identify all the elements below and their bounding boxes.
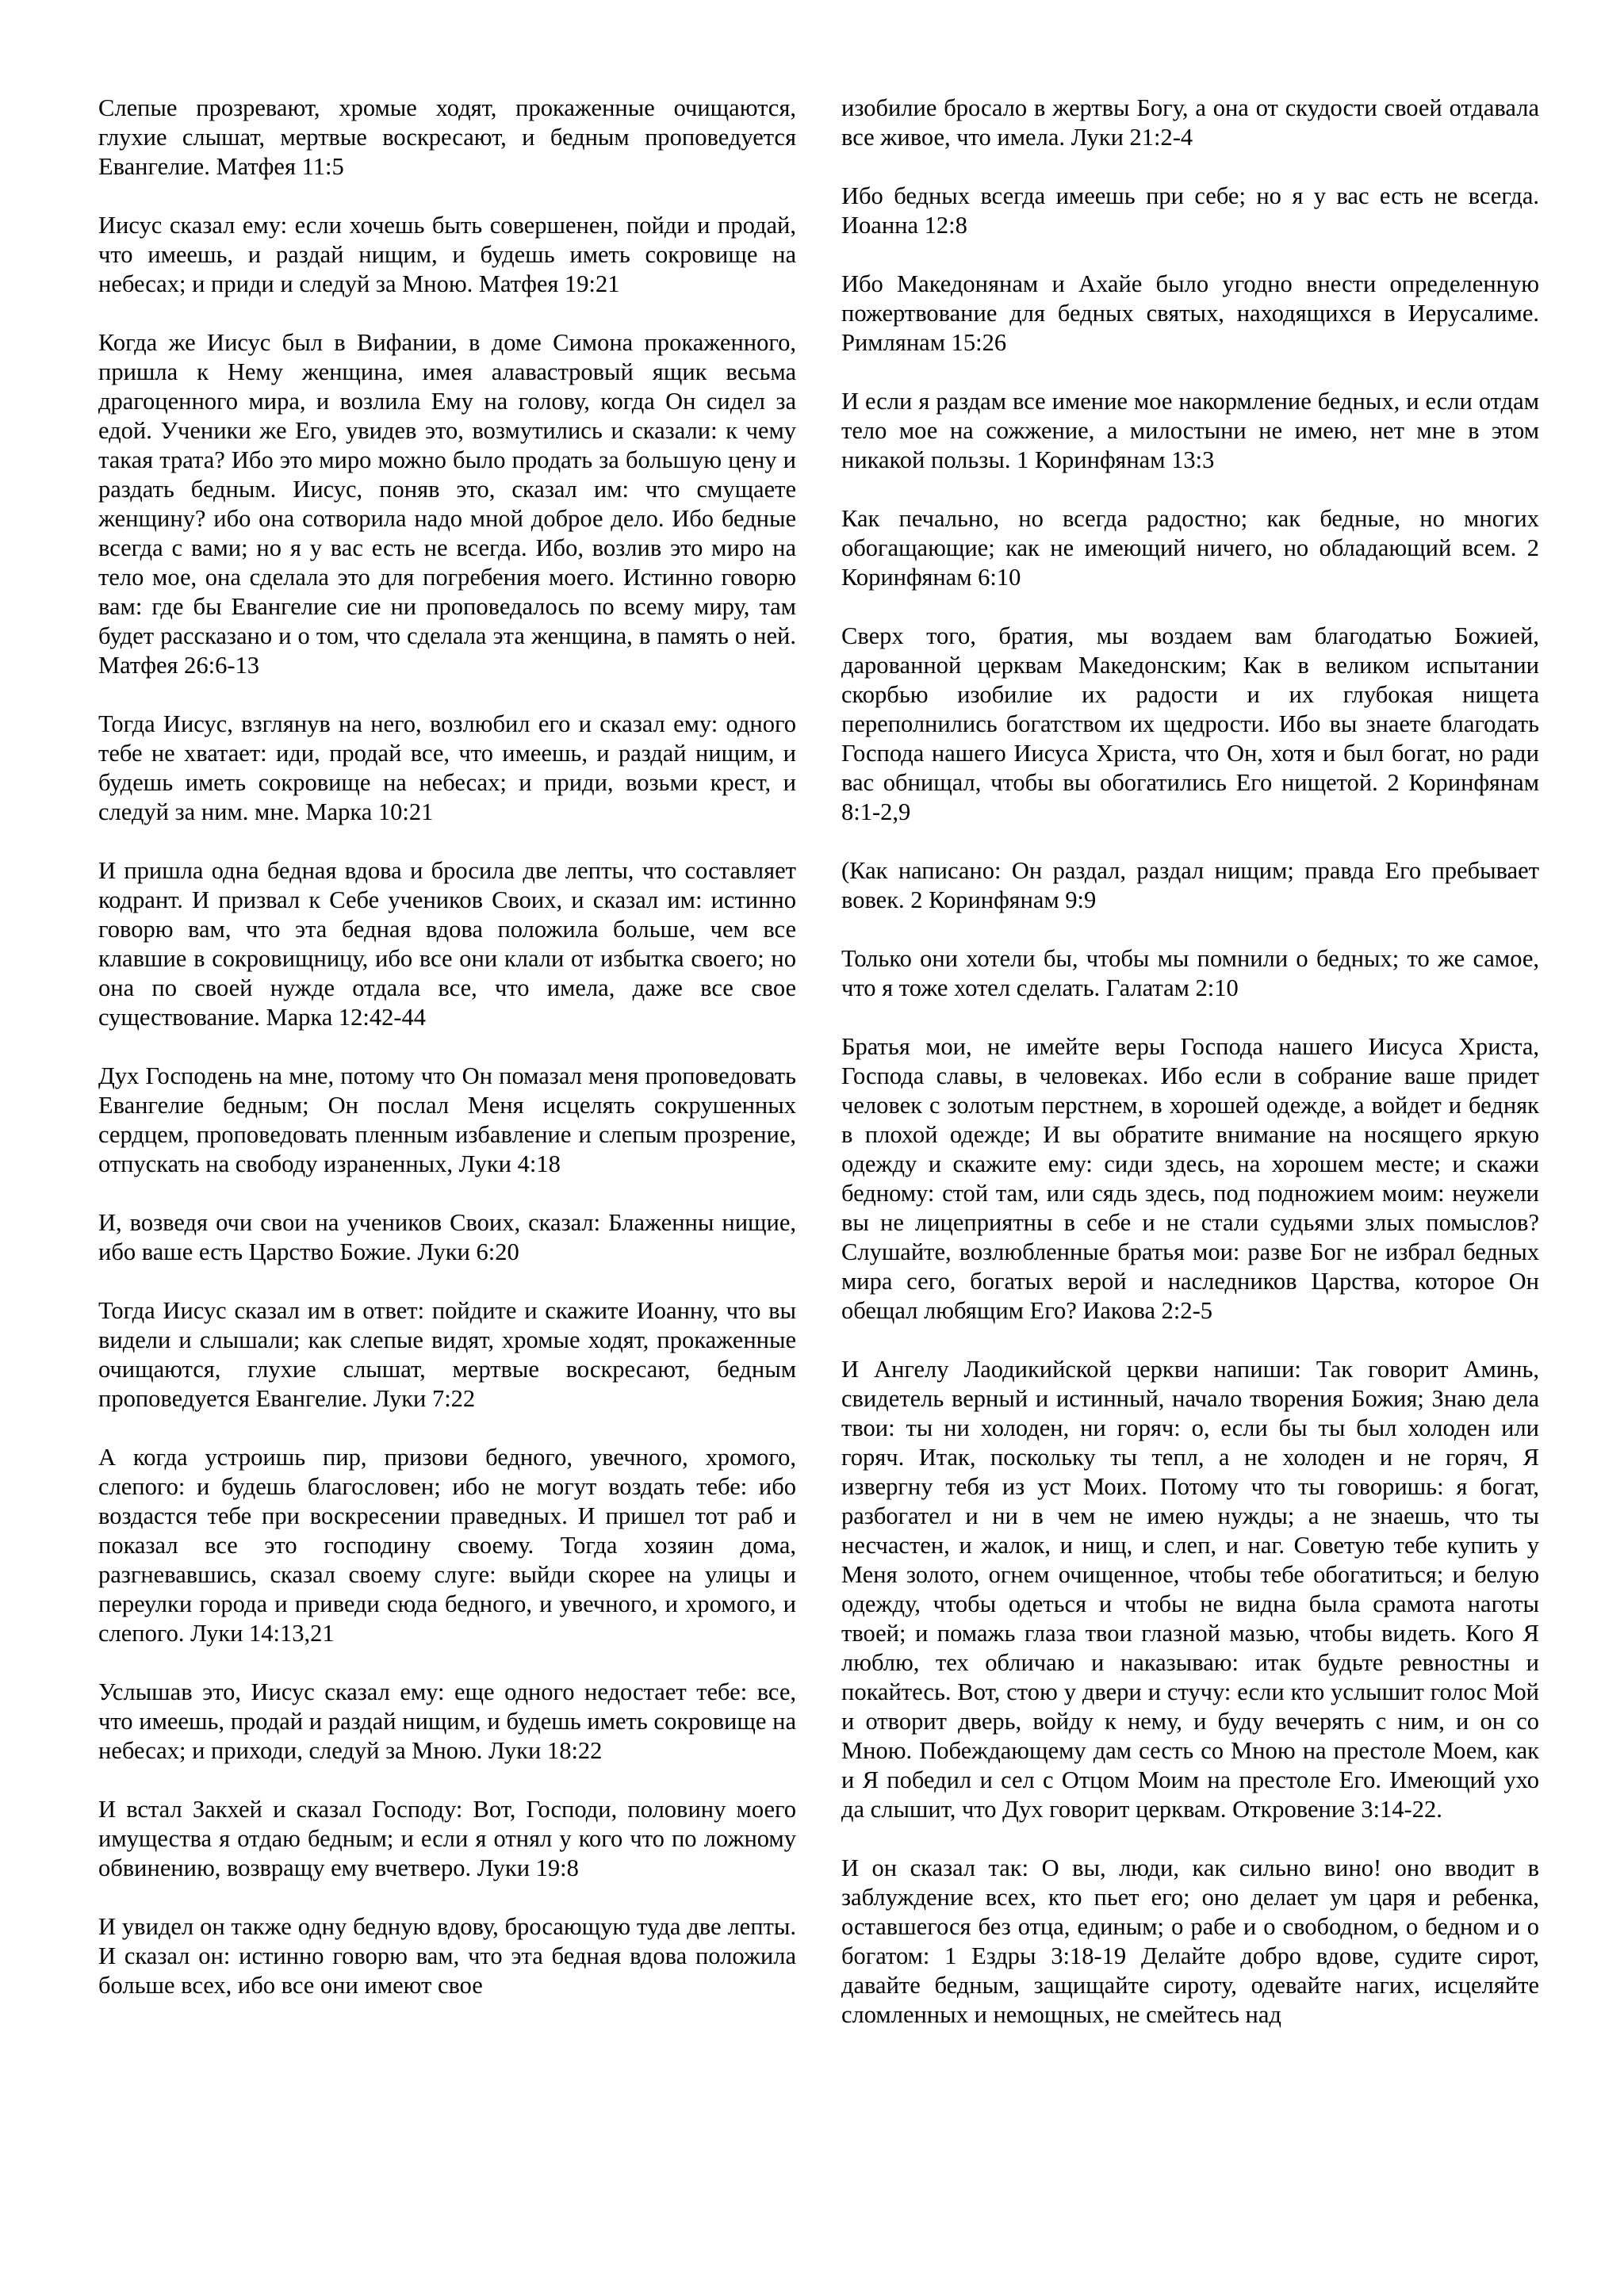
paragraph: И если я раздам все имение мое накормление бедных, и если отдам тело мое на сожжение, а милостыни не имею, нет мне в этом никакой пользы. 1 Коринфянам 13:3: [841, 388, 1539, 473]
paragraph: Тогда Иисус, взглянув на него, возлюбил его и сказал ему: одного тебе не хватает: иди, продай все, что имеешь, и раздай нищим, и будешь иметь сокровище на небесах; и приди, возьми крест, и следуй за ним. мне. Марка 10:21: [98, 710, 796, 825]
paragraph: И встал Закхей и сказал Господу: Вот, Господи, половину моего имущества я отдаю бедным; и если я отнял у кого что по ложному обвинению, возвращу ему вчетверо. Луки 19:8: [98, 1796, 796, 1881]
paragraph: И Ангелу Лаодикийской церкви напиши: Так говорит Аминь, свидетель верный и истинный, начало творения Божия; Знаю дела твои: ты ни холоден, ни горяч: о, если бы ты был холоден или горяч. Итак, поскольку ты тепл, а не холоден и не горяч, Я извергну тебя из уст Моих. Потому что ты говоришь: я богат, разбогател и ни в чем не имею нужды; а не знаешь, что ты несчастен, и жалок, и нищ, и слеп, и наг. Советую тебе купить у Меня золото, огнем очищенное, чтобы тебе обогатиться; и белую одежду, чтобы одеться и чтобы не видна была срамота наготы твоей; и помажь глаза твои глазной мазью, чтобы видеть. Кого Я люблю, тех обличаю и наказываю: итак будьте ревностны и покайтесь. Вот, стою у двери и стучу: если кто услышит голос Мой и отворит дверь, войду к нему, и буду вечерять с ним, и он со Мною. Побеждающему дам сесть со Мною на престоле Моем, как и Я победил и сел с Отцом Моим на престоле Его. Имеющий ухо да слышит, что Дух говорит церквам. Откровение 3:14-22.: [841, 1356, 1539, 1823]
paragraph: И он сказал так: О вы, люди, как сильно вино! оно вводит в заблуждение всех, кто пьет его; оно делает ум царя и ребенка, оставшегося без отца, единым; о рабе и о свободном, о бедном и о богатом: 1 Ездры 3:18-19 Делайте добро вдове, судите сирот, давайте бедным, защищайте сироту, одевайте нагих, исцеляйте сломленных и немощных, не смейтесь над: [841, 1854, 1539, 2028]
paragraph: Только они хотели бы, чтобы мы помнили о бедных; то же самое, что я тоже хотел сделать. Галатам 2:10: [841, 945, 1539, 1001]
paragraph: Сверх того, братия, мы воздаем вам благодатью Божией, дарованной церквам Македонским; Как в великом испытании скорбью изобилие их радости и их глубокая нищета переполнились богатством их щедрости. Ибо вы знаете благодать Господа нашего Иисуса Христа, что Он, хотя и был богат, но ради вас обнищал, чтобы вы обогатились Его нищетой. 2 Коринфянам 8:1-2,9: [841, 622, 1539, 825]
paragraph: Иисус сказал ему: если хочешь быть совершенен, пойди и продай, что имеешь, и раздай нищим, и будешь иметь сокровище на небесах; и приди и следуй за Мною. Матфея 19:21: [98, 212, 796, 297]
paragraph: Услышав это, Иисус сказал ему: еще одного недостает тебе: все, что имеешь, продай и раздай нищим, и будешь иметь сокровище на небесах; и приходи, следуй за Мною. Луки 18:22: [98, 1678, 796, 1764]
paragraph: Ибо бедных всегда имеешь при себе; но я у вас есть не всегда. Иоанна 12:8: [841, 182, 1539, 239]
paragraph: изобилие бросало в жертвы Богу, а она от скудости своей отдавала все живое, что имела. Луки 21:2-4: [841, 94, 1539, 151]
paragraph: Дух Господень на мне, потому что Он помазал меня проповедовать Евангелие бедным; Он послал Меня исцелять сокрушенных сердцем, проповедовать пленным избавление и слепым прозрение, отпускать на свободу израненных, Луки 4:18: [98, 1062, 796, 1177]
left-column: [98, 94, 796, 2234]
paragraph: И, возведя очи свои на учеников Своих, сказал: Блаженны нищие, ибо ваше есть Царство Божие. Луки 6:20: [98, 1209, 796, 1265]
paragraph: Братья мои, не имейте веры Господа нашего Иисуса Христа, Господа славы, в человеках. Ибо если в собрание ваше придет человек с золотым перстнем, в хорошей одежде, а войдет и бедняк в плохой одежде; И вы обратите внимание на носящего яркую одежду и скажите ему: сиди здесь, на хорошем месте; и скажи бедному: стой там, или сядь здесь, под подножием моим: неужели вы не лицеприятны в себе и не стали судьями злых помыслов? Слушайте, возлюбленные братья мои: разве Бог не избрал бедных мира сего, богатых верой и наследников Царства, которое Он обещал любящим Его? Иакова 2:2-5: [841, 1033, 1539, 1324]
paragraph: Ибо Македонянам и Ахайе было угодно внести определенную пожертвование для бедных святых, находящихся в Иерусалиме. Римлянам 15:26: [841, 270, 1539, 356]
paragraph: И пришла одна бедная вдова и бросила две лепты, что составляет кодрант. И призвал к Себе учеников Своих, и сказал им: истинно говорю вам, что эта бедная вдова положила больше, чем все клавшие в сокровищницу, ибо все они клали от избытка своего; но она по своей нужде отдала все, что имела, даже все свое существование. Марка 12:42-44: [98, 857, 796, 1031]
paragraph: Слепые прозревают, хромые ходят, прокаженные очищаются, глухие слышат, мертвые воскресают, и бедным проповедуется Евангелие. Матфея 11:5: [98, 94, 796, 180]
paragraph: (Как написано: Он раздал, раздал нищим; правда Его пребывает вовек. 2 Коринфянам 9:9: [841, 857, 1539, 913]
right-column: [841, 94, 1539, 2234]
paragraph: А когда устроишь пир, призови бедного, увечного, хромого, слепого: и будешь благословен; ибо не могут воздать тебе: ибо воздастся тебе при воскресении праведных. И пришел тот раб и показал все это господину своему. Тогда хозяин дома, разгневавшись, сказал своему слуге: выйди скорее на улицы и переулки города и приведи сюда бедного, и увечного, и хромого, и слепого. Луки 14:13,21: [98, 1444, 796, 1647]
paragraph: Тогда Иисус сказал им в ответ: пойдите и скажите Иоанну, что вы видели и слышали; как слепые видят, хромые ходят, прокаженные очищаются, глухие слышат, мертвые воскресают, бедным проповедуется Евангелие. Луки 7:22: [98, 1297, 796, 1412]
paragraph: Как печально, но всегда радостно; как бедные, но многих обогащающие; как не имеющий ничего, но обладающий всем. 2 Коринфянам 6:10: [841, 505, 1539, 591]
paragraph: Когда же Иисус был в Вифании, в доме Симона прокаженного, пришла к Нему женщина, имея алавастровый ящик весьма драгоценного мира, и возлила Ему на голову, когда Он сидел за едой. Ученики же Его, увидев это, возмутились и сказали: к чему такая трата? Ибо это миро можно было продать за большую цену и раздать бедным. Иисус, поняв это, сказал им: что смущаете женщину? ибо она сотворила надо мной доброе дело. Ибо бедные всегда с вами; но я у вас есть не всегда. Ибо, возлив это миро на тело мое, она сделала это для погребения моего. Истинно говорю вам: где бы Евангелие сие ни проповедалось по всему миру, там будет рассказано и о том, что сделала эта женщина, в память о ней. Матфея 26:6-13: [98, 329, 796, 679]
paragraph: И увидел он также одну бедную вдову, бросающую туда две лепты. И сказал он: истинно говорю вам, что эта бедная вдова положила больше всех, ибо все они имеют свое: [98, 1913, 796, 1999]
